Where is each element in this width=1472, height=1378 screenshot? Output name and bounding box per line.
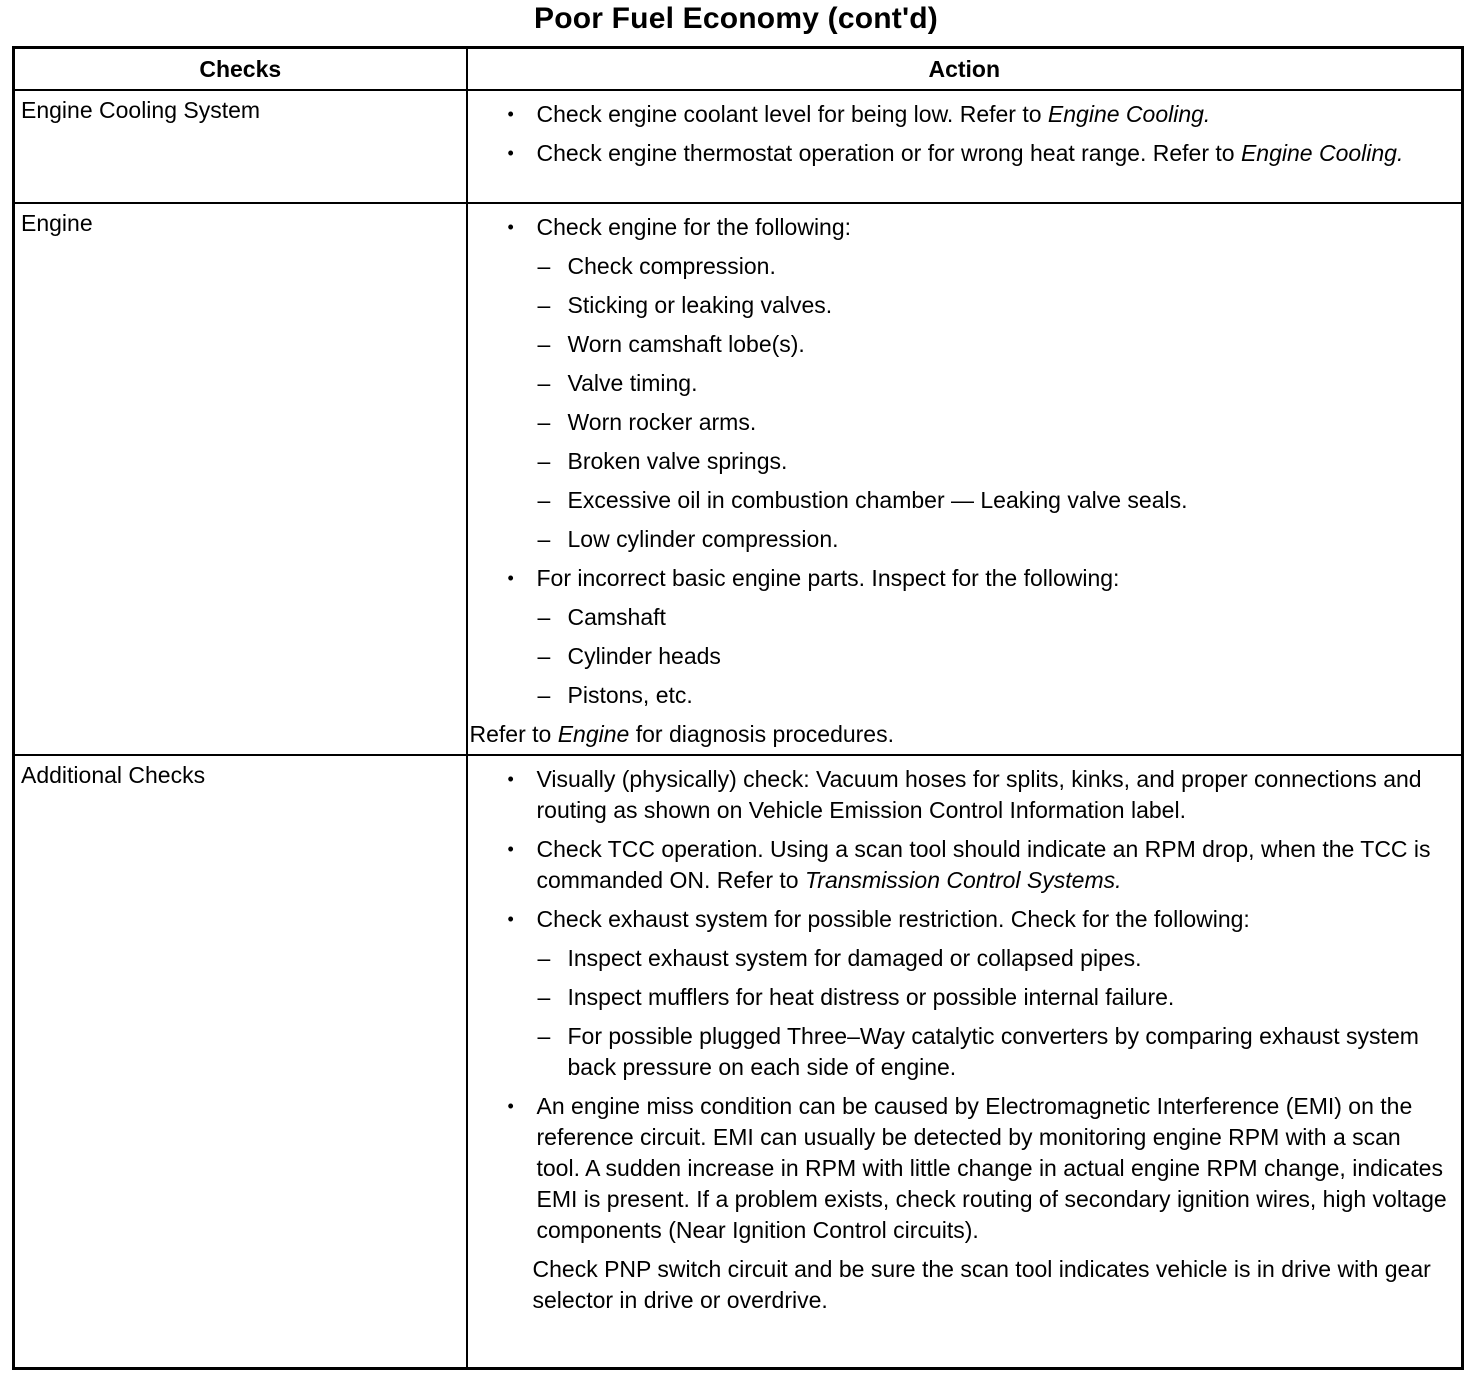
sub-item: – Broken valve springs. (468, 446, 1448, 477)
list-item: • An engine miss condition can be caused by Electromagnetic Interference (EMI) on the reference circuit. EMI can usually be detected by monitoring engine RPM with a scan tool. A sudden increase in RPM with little change in actual engine RPM change, indicates EMI is present. If a problem exists, check routing of secondary ignition wires, high voltage components (Near Ignition Control circuits). (468, 1091, 1448, 1246)
list-item: • Check TCC operation. Using a scan tool should indicate an RPM drop, when the TCC is commanded ON. Refer to Transmission Control Systems. (468, 834, 1448, 896)
list-item: • Check engine thermostat operation or for wrong heat range. Refer to Engine Cooling. (468, 138, 1448, 169)
action-cell (467, 90, 1463, 203)
list-item: • Visually (physically) check: Vacuum hoses for splits, kinks, and proper connections and routing as shown on Vehicle Emission Control Information label. (468, 764, 1448, 826)
sub-item: – Inspect exhaust system for damaged or collapsed pipes. (468, 943, 1448, 974)
table-row (14, 755, 1463, 1369)
diagnosis-table (12, 46, 1464, 1370)
list-item: • Check engine coolant level for being low. Refer to Engine Cooling. (468, 99, 1448, 130)
list-item: • Check exhaust system for possible restriction. Check for the following: (468, 904, 1448, 935)
sub-item: – For possible plugged Three–Way catalytic converters by comparing exhaust system back pressure on each side of engine. (468, 1021, 1448, 1083)
check-cell: Engine (14, 203, 467, 755)
table-header-row (14, 48, 1463, 91)
sub-item: – Excessive oil in combustion chamber — Leaking valve seals. (468, 485, 1448, 516)
list-item: • For incorrect basic engine parts. Inspect for the following: (468, 563, 1448, 594)
refer-note: Refer to Engine for diagnosis procedures. (469, 721, 894, 747)
sub-item: – Low cylinder compression. (468, 524, 1448, 555)
table-row (14, 90, 1463, 203)
sub-item: – Camshaft (468, 602, 1448, 633)
check-cell: Additional Checks (14, 755, 467, 1369)
sub-item: – Pistons, etc. (468, 680, 1448, 711)
sub-item: – Cylinder heads (468, 641, 1448, 672)
page-title: Poor Fuel Economy (cont'd) (533, 2, 938, 35)
sub-item: – Sticking or leaking valves. (468, 290, 1448, 321)
action-cell (467, 203, 1463, 755)
list-item: • Check engine for the following: (468, 212, 1448, 243)
sub-item: – Worn rocker arms. (468, 407, 1448, 438)
sub-item: – Valve timing. (468, 368, 1448, 399)
table-row (14, 203, 1463, 755)
action-cell (467, 755, 1463, 1369)
sub-item: – Check compression. (468, 251, 1448, 282)
checks-header: Checks (14, 48, 467, 91)
sub-item: – Inspect mufflers for heat distress or possible internal failure. (468, 982, 1448, 1013)
check-cell: Engine Cooling System (14, 90, 467, 203)
action-header: Action (467, 48, 1463, 91)
paragraph: Check PNP switch circuit and be sure the scan tool indicates vehicle is in drive with gear selector in drive or overdrive. (532, 1256, 1431, 1313)
sub-item: – Worn camshaft lobe(s). (468, 329, 1448, 360)
